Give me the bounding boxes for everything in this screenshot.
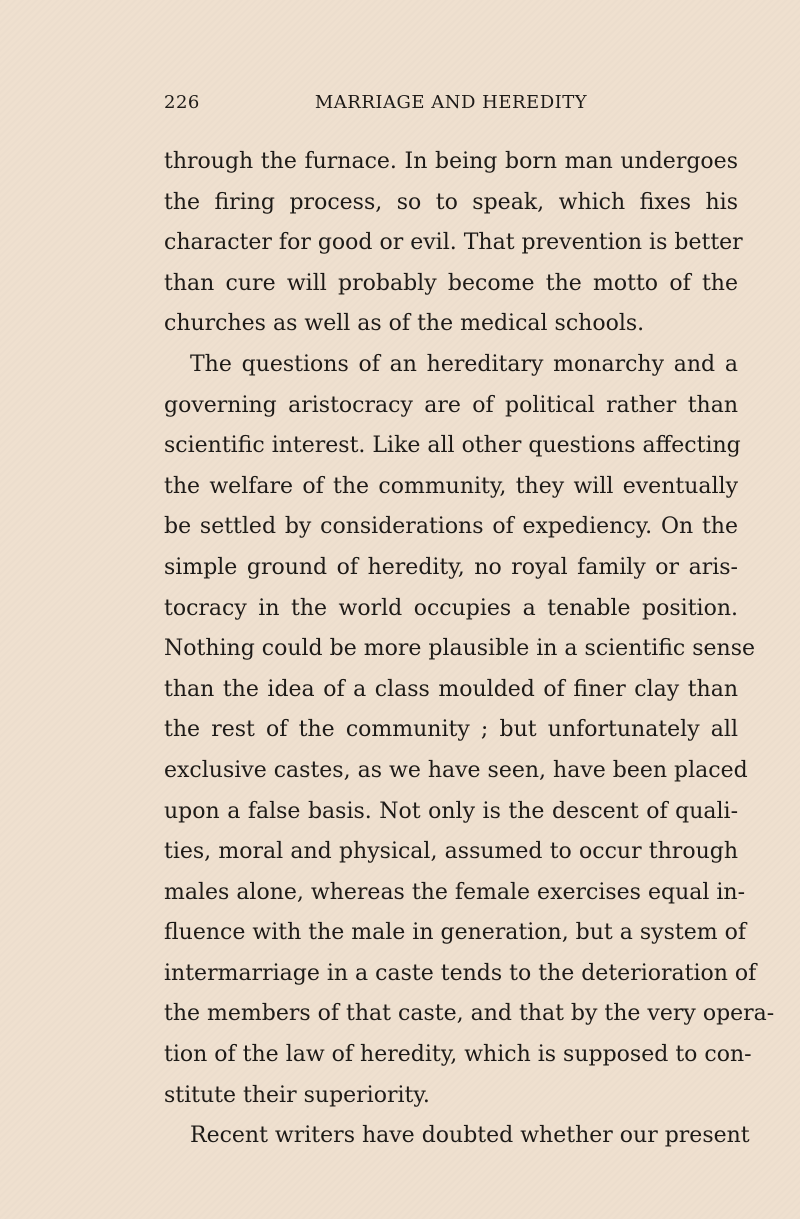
text-line: intermarriage in a caste tends to the deterioration of [164, 960, 757, 986]
text-line: be settled by considerations of expediency. On the [164, 514, 738, 540]
text-line: through the furnace. In being born man undergoes [164, 149, 738, 174]
text-line: the welfare of the community, they will eventually [164, 473, 738, 499]
text-line: simple ground of heredity, no royal family or aris- [164, 554, 738, 580]
running-title: MARRIAGE AND HEREDITY [314, 92, 588, 113]
text-line: the members of that caste, and that by the very opera- [164, 1001, 775, 1027]
text-line: character for good or evil. That prevention is better [164, 230, 743, 256]
text-line: exclusive castes, as we have seen, have been placed [164, 757, 748, 783]
page-number: 226 [164, 92, 200, 113]
text-line: tocracy in the world occupies a tenable position. [164, 595, 738, 621]
text-line: the rest of the community ; but unfortunately all [164, 717, 738, 743]
text-line: than the idea of a class moulded of finer clay than [164, 676, 738, 702]
running-head [164, 92, 738, 118]
text-line: fluence with the male in generation, but a system of [164, 920, 746, 946]
text-line: Nothing could be more plausible in a scientific sense [164, 636, 756, 662]
text-line: than cure will probably become the motto of the [164, 270, 738, 296]
text-line: tion of the law of heredity, which is supposed to con- [164, 1042, 752, 1068]
paragraph-start-line: The questions of an hereditary monarchy and a [190, 351, 738, 377]
text-line: upon a false basis. Not only is the descent of quali- [164, 798, 738, 824]
text-line: scientific interest. Like all other questions affecting [164, 433, 741, 459]
paragraph-start-line: Recent writers have doubted whether our present [190, 1123, 750, 1149]
text-line: churches as well as of the medical schools. [164, 311, 645, 337]
body-text [164, 142, 775, 1157]
text-line: ties, moral and physical, assumed to occur through [164, 839, 738, 865]
text-line: the firing process, so to speak, which fixes his [164, 189, 738, 215]
text-line: stitute their superiority. [164, 1082, 430, 1108]
text-line: governing aristocracy are of political rather than [164, 392, 738, 418]
text-line: males alone, whereas the female exercises equal in- [164, 879, 746, 905]
